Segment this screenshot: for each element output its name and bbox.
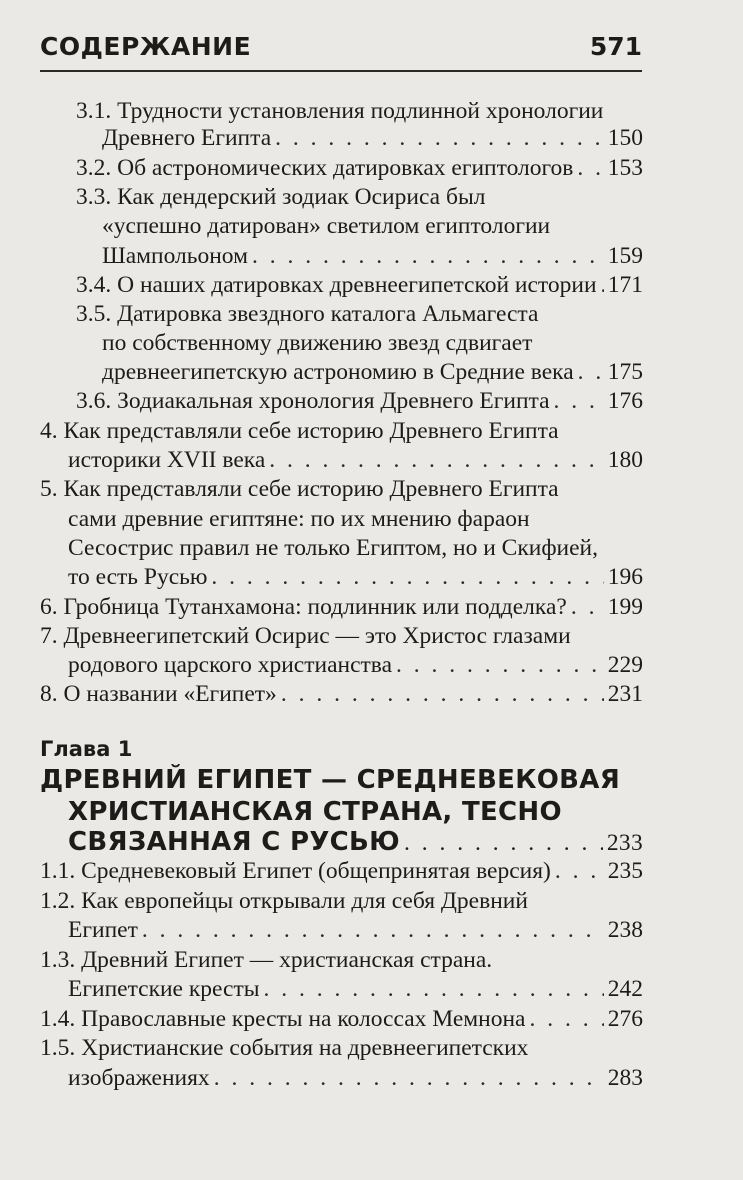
toc-page-number: 233 [606,830,643,856]
leader-dots [555,856,604,886]
toc-entry-text: 3.2. Об астрономических датировках египтологов [76,155,574,181]
leader-dots [275,123,604,153]
toc-entry-text: 1.1. Средневековый Египет (общепринятая версия) [40,858,551,884]
toc-page-number: 175 [607,359,643,385]
toc-entry-line [76,182,643,212]
toc-page-number: 150 [607,125,643,151]
toc-page-number: 180 [607,447,643,473]
toc-entry-line [68,915,643,945]
toc-entry-text: Сесострис правил не только Египтом, но и Скифией, [68,535,599,561]
leader-dots [396,650,604,680]
toc-entry-line [102,123,643,153]
toc-entry-text: «успешно датирован» светилом египтологии [102,213,551,239]
toc-entry-text: сами древние египтяне: по их мнению фараон [68,506,530,532]
toc-entry-line [40,945,643,975]
leader-dots [214,1063,604,1093]
toc-entry-line [76,153,643,183]
leader-dots [554,386,604,416]
chapter-title-line [40,763,620,797]
toc-entry-line [68,974,643,1004]
leader-dots [252,241,604,271]
toc-entry-line [40,1004,643,1034]
toc-entry-text: Шампольоном [102,243,248,269]
toc-entry-line [40,592,643,622]
toc-page-number: 229 [607,652,643,678]
toc-entry-text: Древнего Египта [102,125,272,151]
toc-entry-line [76,299,643,329]
toc-entry-line [40,474,643,504]
toc-entry-text: 3.3. Как дендерский зодиак Осириса был [76,184,486,210]
toc-entry-line [68,445,643,475]
toc-entry-text: 5. Как представляли себе историю Древнего Египта [40,476,559,502]
toc-entry-line [40,679,643,709]
toc-entry-text: 3.5. Датировка звездного каталога Альмагеста [76,301,539,327]
toc-page-number: 231 [607,681,643,707]
toc-page-number: 238 [607,917,643,943]
toc-entry-text: по собственному движению звезд сдвигает [102,330,533,356]
toc-entry-line [102,211,643,241]
chapter-title-line [68,825,643,860]
toc-entry-line [40,621,643,651]
toc-entry-line [68,562,643,592]
toc-entry-text: 3.6. Зодиакальная хронология Древнего Египта [76,388,550,414]
toc-entry-line [102,328,643,358]
toc-page-number: 276 [607,1006,643,1032]
toc-page-number: 196 [607,564,643,590]
toc-entry-text: 6. Гробница Тутанхамона: подлинник или подделка? [40,594,567,620]
toc-entry-line [40,1033,643,1063]
toc-entry-text: 4. Как представляли себе историю Древнего Египта [40,418,559,444]
header-title: СОДЕРЖАНИЕ [40,32,252,61]
toc-entry-line [68,504,643,534]
toc-entry-text: 3.1. Трудности установления подлинной хронологии [76,98,604,124]
toc-entry-text: 1.3. Древний Египет — христианская страна. [40,947,493,973]
chapter-title-text: ХРИСТИАНСКАЯ СТРАНА, ТЕСНО [68,797,562,827]
toc-entry-text: 1.2. Как европейцы открывали для себя Древний [40,888,528,914]
toc-page-number: 235 [607,858,643,884]
leader-dots [281,679,604,709]
toc-entry-text: 8. О названии «Египет» [40,681,277,707]
toc-entry-line [102,241,643,271]
toc-entry-text: 1.4. Православные кресты на колоссах Мемнона [40,1006,526,1032]
toc-entry-line [76,270,643,300]
chapter-title-text: ДРЕВНИЙ ЕГИПЕТ — СРЕДНЕВЕКОВАЯ [40,765,621,795]
toc-entry-line [68,1063,643,1093]
toc-entry-line [68,533,643,563]
toc-entry-text: Египетские кресты [68,976,260,1002]
toc-entry-text: 3.4. О наших датировках древнеегипетской истории [76,272,597,298]
toc-entry-text: древнеегипетскую астрономию в Средние века [102,359,574,385]
toc-page-number: 242 [607,976,643,1002]
toc-entry-text: родового царского христианства [68,652,393,678]
chapter-title-line [68,795,562,829]
toc-entry-line [76,386,643,416]
leader-dots [577,153,603,183]
toc-entry-line [68,650,643,680]
toc-page-number: 159 [607,243,643,269]
header-page-number: 571 [589,32,642,61]
leader-dots [211,562,603,592]
toc-page-number: 171 [607,272,643,298]
toc-entry-text: Египет [68,917,138,943]
leader-dots [142,915,604,945]
toc-entry-line [40,886,643,916]
leader-dots [529,1004,603,1034]
running-header [40,30,642,72]
toc-entry-text: историки XVII века [68,447,266,473]
leader-dots [601,270,604,300]
chapter-title-text: СВЯЗАННАЯ С РУСЬЮ [68,827,400,857]
leader-dots [571,592,604,622]
toc-page-number: 176 [607,388,643,414]
toc-page-number: 153 [607,155,643,181]
chapter-label: Глава 1 [40,737,133,761]
toc-page-number: 283 [607,1065,643,1091]
toc-entry-line [102,357,643,387]
toc-entry-line [40,856,643,886]
toc-entry-line [76,96,643,126]
leader-dots [404,826,603,860]
leader-dots [578,357,604,387]
leader-dots [264,974,604,1004]
toc-entry-text: 7. Древнеегипетский Осирис — это Христос глазами [40,623,571,649]
leader-dots [269,445,603,475]
toc-entry-text: то есть Русью [68,564,208,590]
toc-page-number: 199 [607,594,643,620]
toc-entry-line [40,416,643,446]
toc-entry-text: изображениях [68,1065,210,1091]
toc-entry-text: 1.5. Христианские события на древнеегипетских [40,1035,529,1061]
